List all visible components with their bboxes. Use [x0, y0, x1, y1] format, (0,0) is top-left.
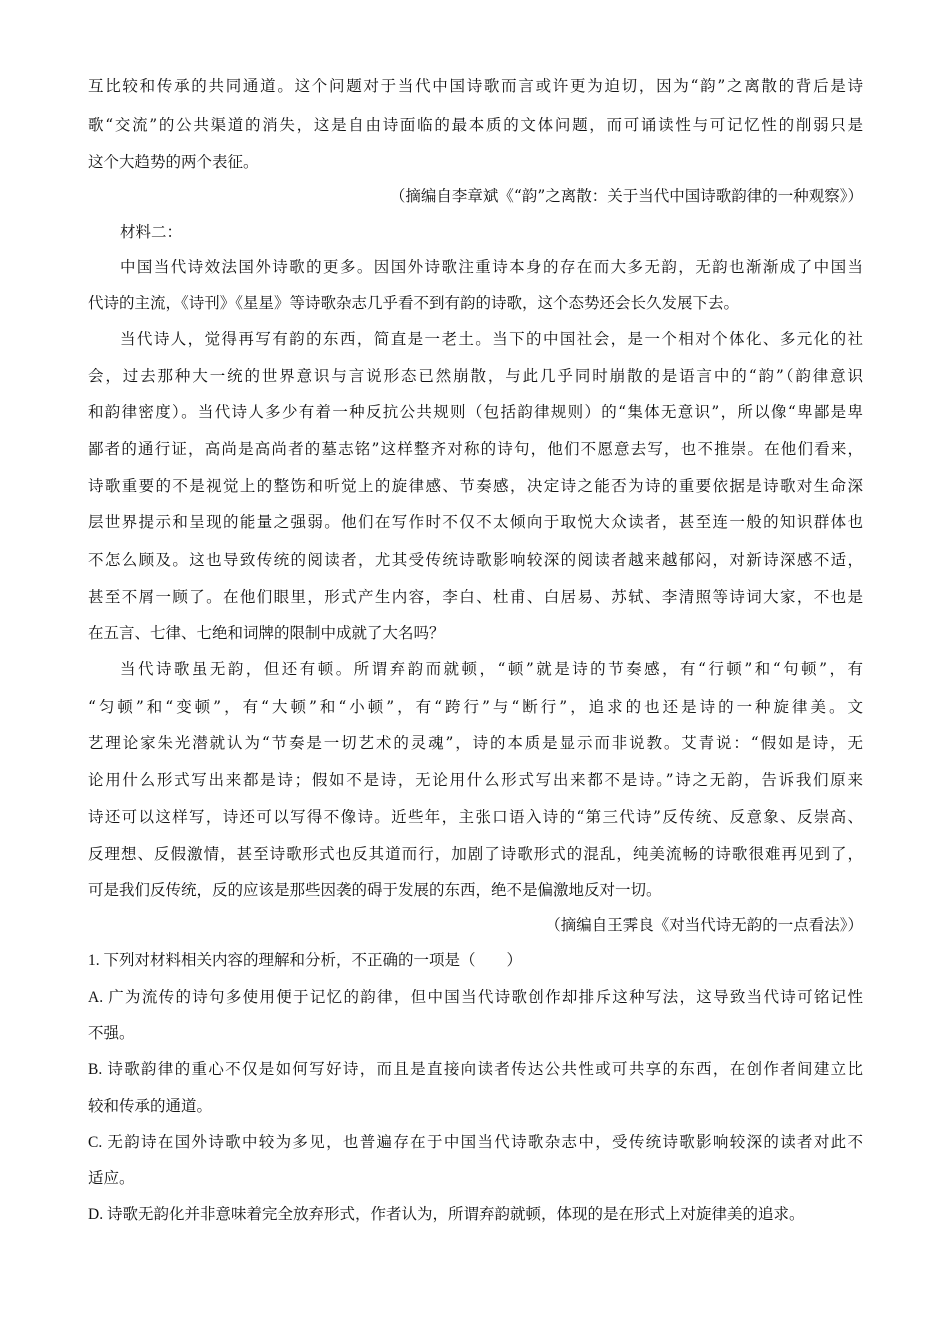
section-heading: 材料二： [120, 223, 183, 241]
source-citation: （摘编自李章斌《“韵”之离散：关于当代中国诗歌韵律的一种观察》） [389, 187, 863, 205]
option-a: A. 广为流传的诗句多使用便于记忆的韵律，但中国当代诗歌创作却排斥这种写法，这导致当代诗可铭记性 [88, 989, 863, 1006]
text-line: 歌“交流”的公共渠道的消失，这是自由诗面临的最本质的文体问题，而可诵读性与可记忆性的削弱只是 [88, 116, 863, 134]
text-line: 在五言、七律、七绝和词牌的限制中成就了大名吗？ [88, 624, 445, 642]
source-citation: （摘编自王霁良《对当代诗无韵的一点看法》） [545, 916, 863, 934]
text-line: 当代诗歌虽无韵，但还有顿。所谓弃韵而就顿，“顿”就是诗的节奏感，有“行顿”和“句顿”，有 [120, 660, 863, 678]
option-b: B. 诗歌韵律的重心不仅是如何写好诗，而且是直接向读者传达公共性或可共享的东西，在创作者间建立比 [88, 1061, 863, 1078]
text-line: 当代诗人，觉得再写有韵的东西，简直是一老土。当下的中国社会，是一个相对个体化、多元化的社 [120, 330, 863, 348]
text-line: 和韵律密度）。当代诗人多少有着一种反抗公共规则（包括韵律规则）的“集体无意识”，所以像“卑鄙是卑 [88, 403, 863, 421]
text-line: 不怎么顾及。这也导致传统的阅读者，尤其受传统诗歌影响较深的阅读者越来越郁闷，对新诗深感不适， [88, 551, 863, 569]
text-line: 鄙者的通行证，高尚是高尚者的墓志铭”这样整齐对称的诗句，他们不愿意去写，也不推崇。在他们看来， [88, 440, 863, 458]
text-line: 这个大趋势的两个表征。 [88, 153, 259, 171]
option-a-cont: 不强。 [88, 1025, 135, 1042]
option-b-cont: 较和传承的通道。 [88, 1098, 213, 1115]
option-c: C. 无韵诗在国外诗歌中较为多见，也普遍存在于中国当代诗歌杂志中，受传统诗歌影响较深的读者对此不 [88, 1134, 863, 1151]
text-line: 诗歌重要的不是视觉上的整饬和听觉上的旋律感、节奏感，决定诗之能否为诗的重要依据是诗歌对生命深 [88, 477, 863, 495]
text-line: 可是我们反传统，反的应该是那些因袭的碍于发展的东西，绝不是偏激地反对一切。 [88, 881, 662, 899]
text-line: 层世界提示和呈现的能量之强弱。他们在写作时不仅不太倾向于取悦大众读者，甚至连一般的知识群体也 [88, 513, 863, 531]
text-line: 中国当代诗效法国外诗歌的更多。因国外诗歌注重诗本身的存在而大多无韵，无韵也渐渐成了中国当 [120, 258, 863, 276]
text-line: 反理想、反假激情，甚至诗歌形式也反其道而行，加剧了诗歌形式的混乱，纯美流畅的诗歌很难再见到了， [88, 845, 863, 863]
option-c-cont: 适应。 [88, 1170, 135, 1187]
option-d: D. 诗歌无韵化并非意味着完全放弃形式，作者认为，所谓弃韵就顿，体现的是在形式上对旋律美的追求。 [88, 1206, 805, 1223]
question-stem: 1. 下列对材料相关内容的理解和分析，不正确的一项是（ ） [88, 952, 523, 969]
text-line: “匀顿”和“变顿”，有“大顿”和“小顿”，有“跨行”与“断行”，追求的也还是诗的一种旋律美。文 [88, 698, 863, 716]
text-line: 论用什么形式写出来都是诗；假如不是诗，无论用什么形式写出来都不是诗。”诗之无韵，告诉我们原来 [88, 771, 863, 789]
text-line: 诗还可以这样写，诗还可以写得不像诗。近些年，主张口语入诗的“第三代诗”反传统、反意象、反崇高、 [88, 808, 863, 826]
text-line: 互比较和传承的共同通道。这个问题对于当代中国诗歌而言或许更为迫切，因为“韵”之离散的背后是诗 [88, 77, 863, 95]
text-line: 会，过去那种大一统的世界意识与言说形态已然崩散，与此几乎同时崩散的是语言中的“韵”（韵律意识 [88, 367, 863, 385]
text-line: 代诗的主流，《诗刊》《星星》等诗歌杂志几乎看不到有韵的诗歌，这个态势还会长久发展下去。 [88, 294, 740, 312]
text-line: 艺理论家朱光潜就认为“节奏是一切艺术的灵魂”，诗的本质是显示而非说教。艾青说：“假如是诗，无 [88, 734, 863, 752]
text-line: 甚至不屑一顾了。在他们眼里，形式产生内容，李白、杜甫、白居易、苏轼、李清照等诗词大家，不也是 [88, 588, 863, 606]
